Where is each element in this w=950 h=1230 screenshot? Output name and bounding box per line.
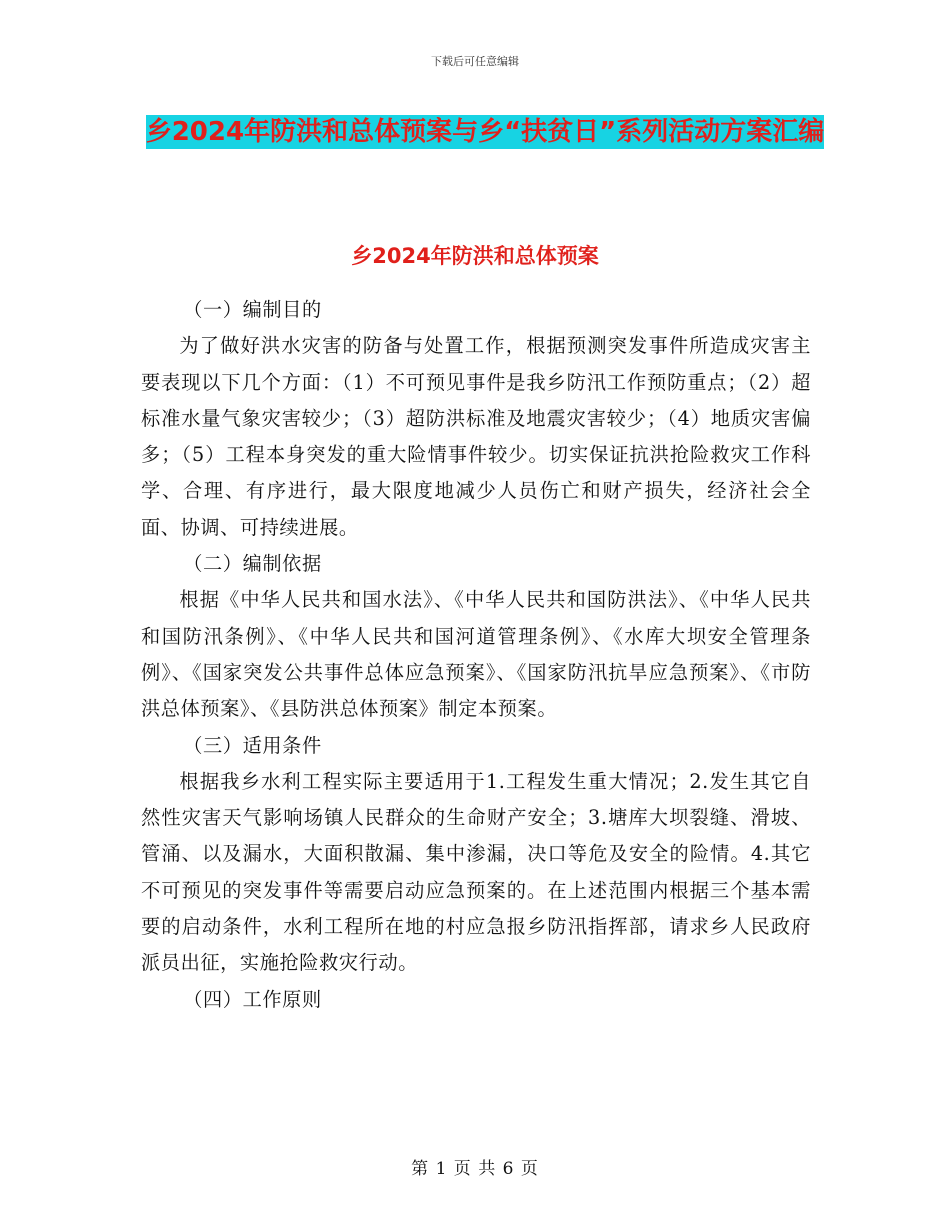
heading-purpose: （一）编制目的 — [183, 298, 322, 321]
paragraph-basis: 根据《中华人民共和国水法》、《中华人民共和国防洪法》、《中华人民共和国防汛条例》、《中华人民共和国河道管理条例》、《水库大坝安全管理条例》、《国家突发公共事件总体应急预案》、《国家防汛抗旱应急预案》、《市防洪总体预案》、《县防洪总体预案》制定本预案。 — [141, 588, 811, 721]
heading-basis: （二）编制依据 — [183, 552, 322, 576]
heading-conditions: （三）适用条件 — [183, 733, 322, 757]
page-number: 第 1 页 共 6 页 — [411, 1159, 539, 1179]
paragraph-purpose: 为了做好洪水灾害的防备与处置工作，根据预测突发事件所造成灾害主要表现以下几个方面：（1）不可预见事件是我乡防汛工作预防重点；（2）超标准水量气象灾害较少；（3）超防洪标准及地震灾害较少；（4）地质灾害偏多；（5）工程本身突发的重大险情事件较少。切实保证抗洪抢险救灾工作科学、合理、有序进行，最大限度地减少人员伤亡和财产损失，经济社会全面、协调、可持续进展。 — [141, 334, 811, 539]
paragraph-conditions: 根据我乡水利工程实际主要适用于1.工程发生重大情况；2.发生其它自然性灾害天气影响场镇人民群众的生命财产安全；3.塘库大坝裂缝、滑坡、管涌、以及漏水，大面积散漏、集中渗漏，决口等危及安全的险情。4.其它不可预见的突发事件等需要启动应急预案的。在上述范围内根据三个基本需要的启动条件，水利工程所在地的村应急报乡防汛指挥部，请求乡人民政府派员出征，实施抢险救灾行动。 — [141, 769, 811, 975]
heading-principles: （四）工作原则 — [183, 987, 322, 1011]
document-body — [141, 292, 811, 1018]
document-title — [140, 108, 830, 157]
page-header-note: 下载后可任意编辑 — [431, 55, 519, 68]
section-title: 乡2024年防洪和总体预案 — [351, 244, 599, 268]
document-title-text: 乡2024年防洪和总体预案与乡“扶贫日”系列活动方案汇编 — [145, 117, 825, 147]
